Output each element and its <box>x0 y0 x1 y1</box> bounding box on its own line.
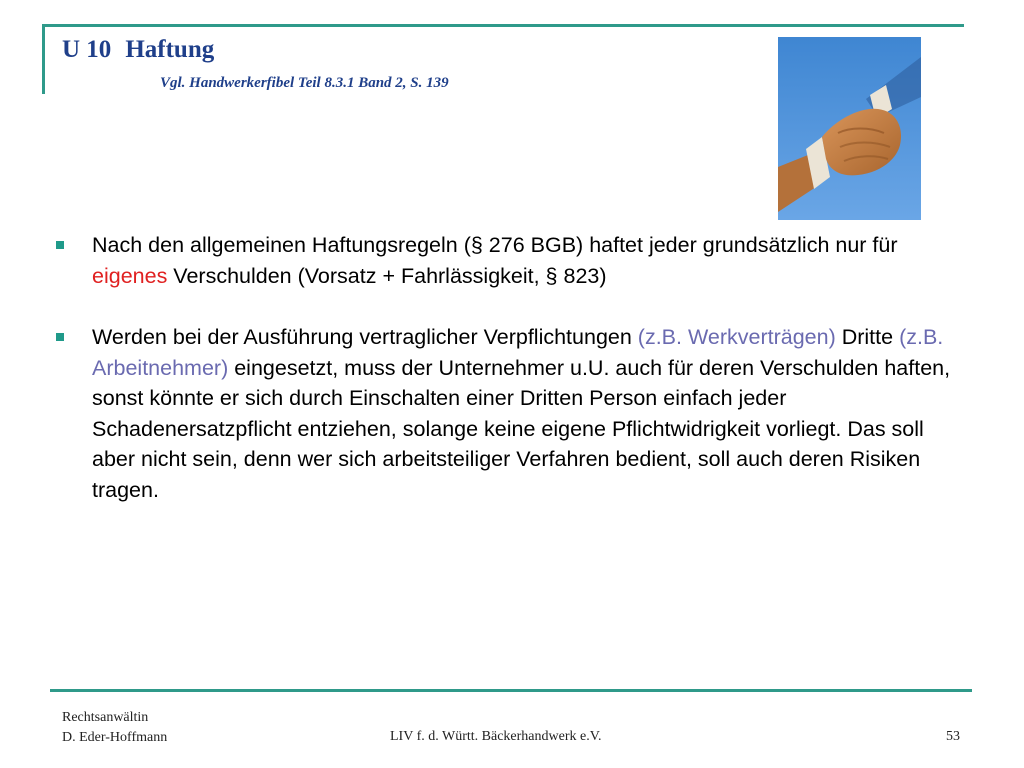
square-bullet-icon <box>56 333 64 341</box>
slide-title-text: Haftung <box>125 36 215 63</box>
bullet-text: Werden bei der Ausführung vertraglicher Verpflichtungen <box>92 325 638 349</box>
footer-author-role: Rechtsanwältin <box>62 710 149 725</box>
page-number: 53 <box>946 729 960 744</box>
header-side-rule <box>42 24 45 94</box>
bullet-item <box>56 322 956 505</box>
highlight-purple-text: (z.B. Werkverträgen) <box>637 325 836 349</box>
bullet-text: Dritte <box>835 325 900 349</box>
bullet-list <box>56 230 956 536</box>
bullet-text: Nach den allgemeinen Haftungsregeln (§ 276 BGB) haftet jeder grundsätzlich nur für <box>92 233 898 257</box>
slide-title <box>62 36 214 64</box>
footer-author-name: D. Eder-Hoffmann <box>62 730 168 745</box>
bullet-text: eingesetzt, muss der Unternehmer u.U. auch für deren Verschulden haften, sonst könnte er sich durch Einschalten einer Dritten Person einfach jeder Schadenersatzpflicht entziehen, solange keine eigene Pflichtwidrigkeit vorliegt. Das soll aber nicht sein, denn wer sich arbeitsteiliger Verfahren bedient, soll auch deren Risiken tragen. <box>92 355 951 502</box>
header-rule <box>42 24 964 27</box>
highlight-red-text: eigenes <box>92 263 168 288</box>
bullet-item <box>56 230 956 291</box>
handshake-image <box>778 37 921 220</box>
bullet-text: Verschulden (Vorsatz + Fahrlässigkeit, § 823) <box>167 263 607 288</box>
slide-subtitle: Vgl. Handwerkerfibel Teil 8.3.1 Band 2, S. 139 <box>160 75 449 91</box>
footer-organization: LIV f. d. Württ. Bäckerhandwerk e.V. <box>390 729 602 744</box>
square-bullet-icon <box>56 241 64 249</box>
highlight-purple-text: (z.B. Arbeitnehmer) <box>92 325 944 380</box>
footer-rule <box>50 689 972 692</box>
footer-author <box>62 708 167 748</box>
slide-number-label: U 10 <box>62 36 112 63</box>
